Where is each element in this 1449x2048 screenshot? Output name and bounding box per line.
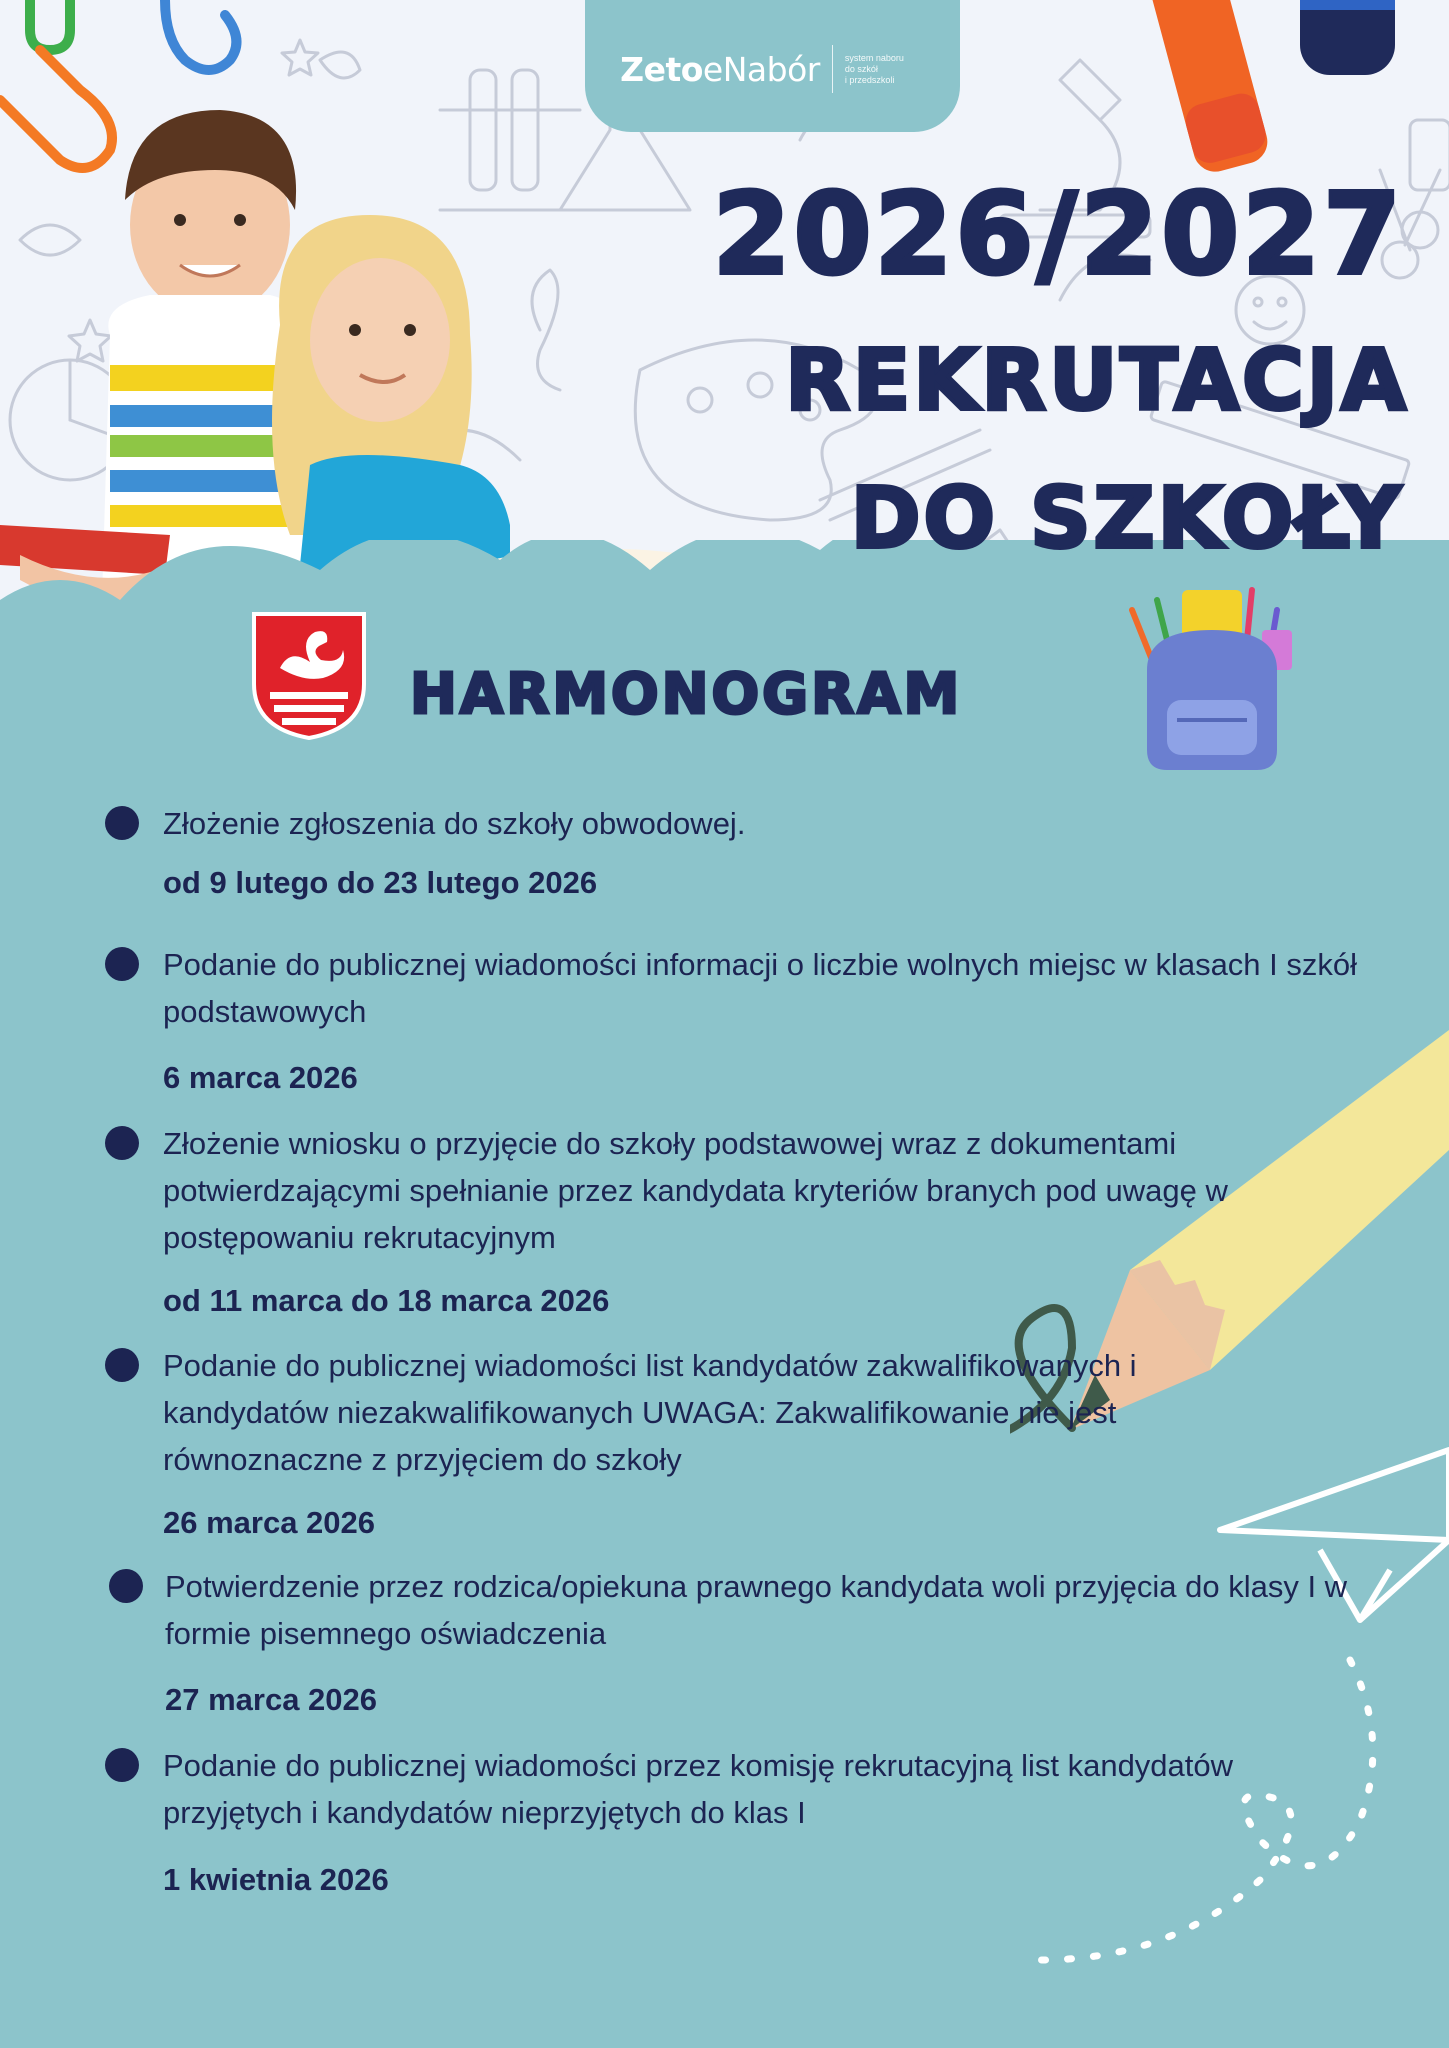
to-school-title: DO SZKOŁY [850, 469, 1404, 567]
schedule-item-date: od 9 lutego do 23 lutego 2026 [163, 865, 598, 900]
schedule-item-date: 6 marca 2026 [163, 1060, 358, 1095]
schedule-item [105, 941, 1375, 1095]
bullet-icon [105, 1126, 139, 1160]
schedule-item-text: Podanie do publicznej wiadomości przez komisję rekrutacyjną list kandydatów przyjętych i kandydatów nieprzyjętych do klas I [163, 1748, 1234, 1830]
bullet-icon [109, 1569, 143, 1603]
school-year-title: 2026/2027 [712, 170, 1404, 300]
bullet-icon [105, 947, 139, 981]
schedule-item [105, 1563, 1375, 1717]
schedule-item-text: Podanie do publicznej wiadomości list kandydatów zakwalifikowanych i kandydatów niezakwalifikowanych UWAGA: Zakwalifikowanie nie jest równoznaczne z przyjęciem do szkoły [163, 1348, 1137, 1477]
bullet-icon [105, 1348, 139, 1382]
bullet-icon [105, 806, 139, 840]
municipal-coat-of-arms [250, 610, 368, 740]
logo-tagline: system naboru do szkół i przedszkoli [844, 52, 904, 85]
schedule-item-text: Potwierdzenie przez rodzica/opiekuna prawnego kandydata woli przyjęcia do klasy I w formie pisemnego oświadczenia [165, 1569, 1348, 1651]
schedule-item-date: 27 marca 2026 [165, 1682, 378, 1717]
recruitment-title: REKRUTACJA [785, 331, 1409, 429]
schedule-item-text: Złożenie wniosku o przyjęcie do szkoły podstawowej wraz z dokumentami potwierdzającymi spełnianie przez kandydata kryteriów branych pod uwagę w postępowaniu rekrutacyjnym [163, 1126, 1228, 1255]
schedule-item-text: Złożenie zgłoszenia do szkoły obwodowej. [163, 806, 746, 841]
pencil-decoration [1010, 1030, 1449, 1450]
schedule-heading: HARMONOGRAM [410, 662, 963, 727]
schedule-item-date: 26 marca 2026 [163, 1505, 376, 1540]
zeto-enabor-logo[interactable] [585, 0, 960, 132]
schedule-item-date: 1 kwietnia 2026 [163, 1862, 389, 1897]
bullet-icon [105, 1748, 139, 1782]
schedule-item-text: Podanie do publicznej wiadomości informacji o liczbie wolnych miejsc w klasach I szkół podstawowych [163, 947, 1358, 1029]
logo-divider [832, 45, 833, 93]
backpack-icon [1112, 580, 1312, 780]
schedule-item [105, 800, 1375, 900]
dotted-trail-decoration [990, 1650, 1390, 1980]
logo-wordmark: ZetoeNabór [620, 49, 820, 89]
schedule-item-date: od 11 marca do 18 marca 2026 [163, 1283, 610, 1318]
